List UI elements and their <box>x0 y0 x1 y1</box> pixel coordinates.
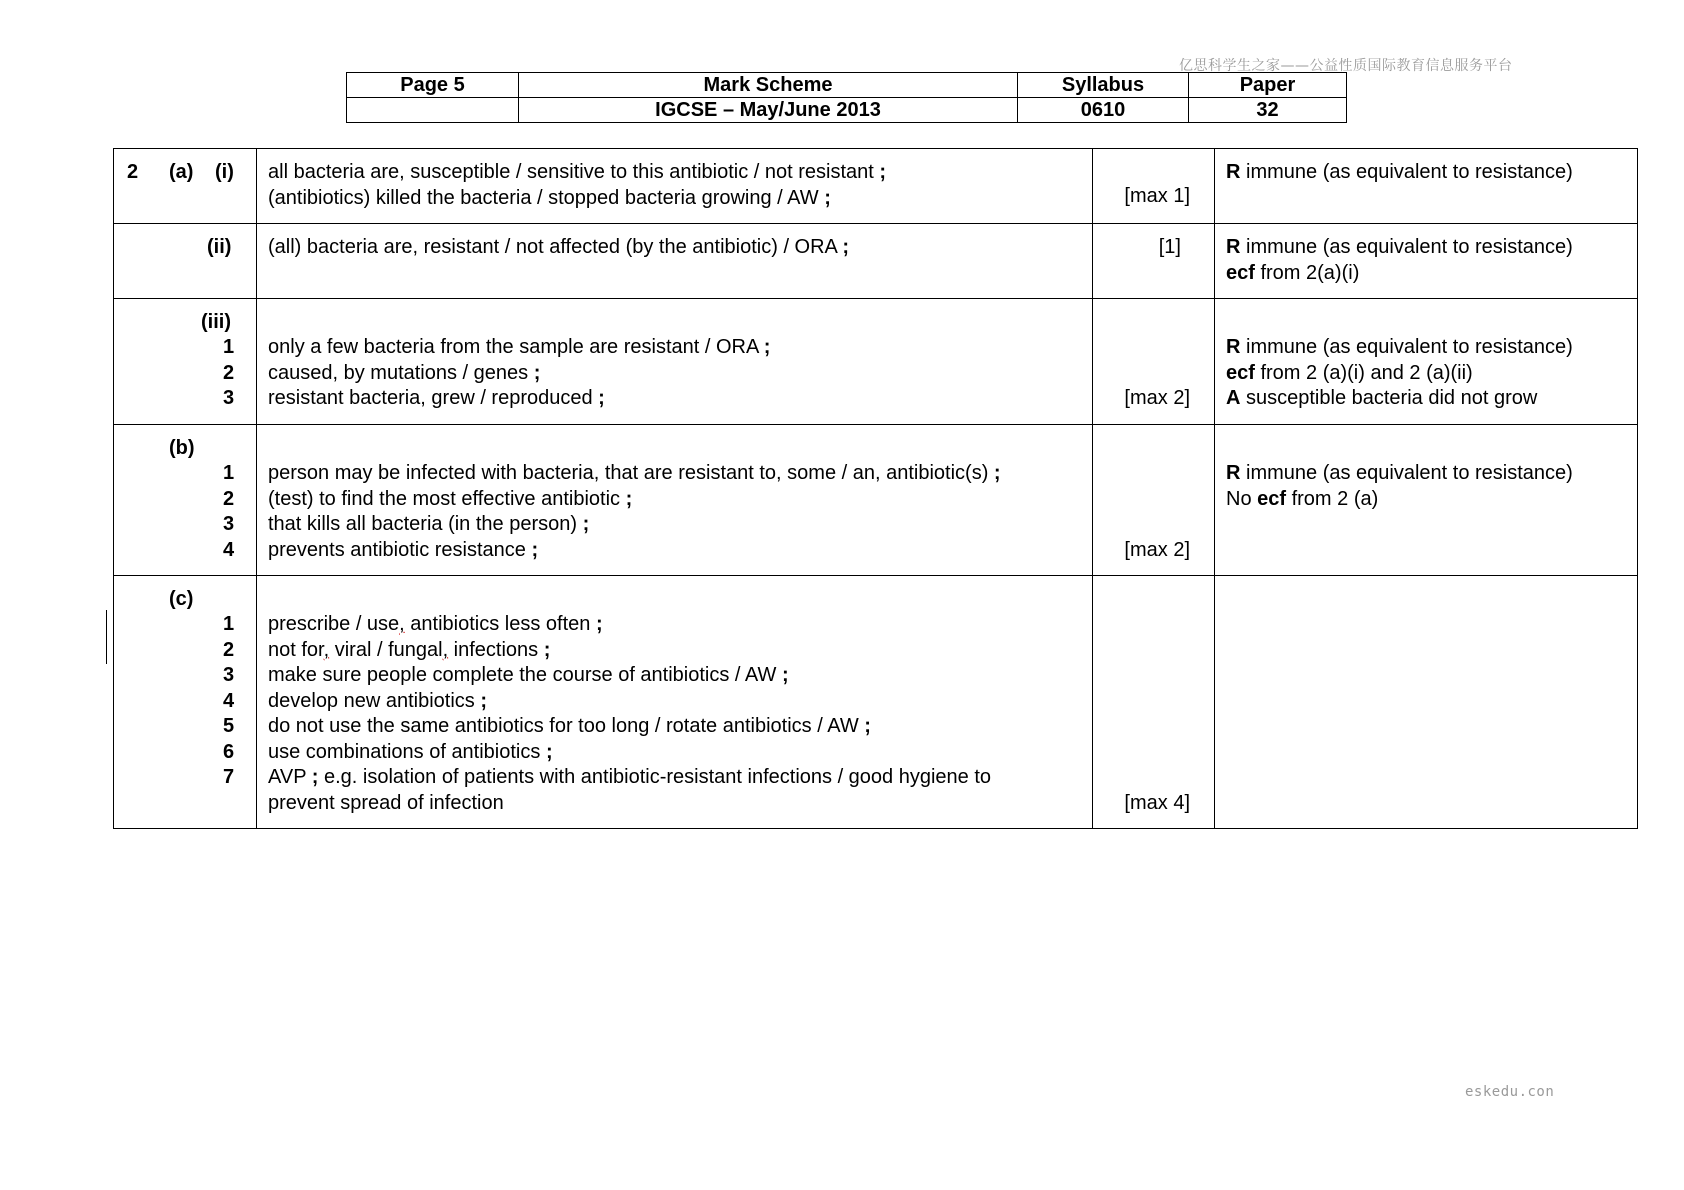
answer-line: caused, by mutations / genes ; <box>268 361 541 384</box>
point-number: 7 <box>223 766 235 788</box>
marks-cell <box>1093 299 1215 425</box>
mark-scheme-table <box>113 148 1638 829</box>
question-number-cell <box>114 576 257 829</box>
revision-margin-bar <box>106 610 107 664</box>
answer-line: make sure people complete the course of antibiotics / AW ; <box>268 664 789 686</box>
answer-line: prevents antibiotic resistance ; <box>268 538 539 561</box>
row-2a-i <box>114 149 1638 224</box>
point-number: 2 <box>223 639 235 661</box>
mark-scheme-label: Mark Scheme <box>519 73 1018 98</box>
row-2b <box>114 425 1638 576</box>
subpart-label: (ii) <box>207 236 232 258</box>
paper-number: 32 <box>1189 98 1347 123</box>
marks-value: [max 1] <box>1124 185 1190 207</box>
answer-cell <box>257 224 1093 299</box>
point-number: 4 <box>223 539 235 561</box>
question-number-cell <box>114 149 257 224</box>
answer-line: (all) bacteria are, resistant / not affected (by the antibiotic) / ORA ; <box>268 236 850 258</box>
guidance-cell <box>1215 224 1638 299</box>
answer-line: use combinations of antibiotics ; <box>268 740 553 763</box>
spellcheck-mark: , <box>442 638 449 661</box>
marks-value: [max 2] <box>1124 387 1190 409</box>
page-number: Page 5 <box>347 73 519 98</box>
watermark-top: 亿思科学生之家——公益性质国际教育信息服务平台 <box>1179 58 1513 74</box>
answer-cell <box>257 425 1093 576</box>
point-number: 2 <box>223 362 235 384</box>
question-number-cell <box>114 299 257 425</box>
row-2a-iii <box>114 299 1638 425</box>
watermark-bottom: eskedu.con <box>1465 1084 1555 1100</box>
marks-cell <box>1093 576 1215 829</box>
point-number: 1 <box>223 613 235 635</box>
guidance-line: No ecf from 2 (a) <box>1226 487 1379 510</box>
point-number: 5 <box>223 715 235 737</box>
subpart-label: (iii) <box>201 311 231 333</box>
syllabus-code: 0610 <box>1018 98 1189 123</box>
answer-line: only a few bacteria from the sample are resistant / ORA ; <box>268 336 771 358</box>
guidance-line: R immune (as equivalent to resistance) <box>1226 336 1573 358</box>
point-number: 4 <box>223 690 235 712</box>
answer-line: resistant bacteria, grew / reproduced ; <box>268 387 605 409</box>
syllabus-label: Syllabus <box>1018 73 1189 98</box>
point-number: 6 <box>223 741 235 763</box>
answer-line: prevent spread of infection <box>268 791 504 814</box>
exam-session: IGCSE – May/June 2013 <box>519 98 1018 123</box>
point-number: 1 <box>223 336 235 358</box>
guidance-cell <box>1215 425 1638 576</box>
question-number: 2 <box>127 161 139 183</box>
answer-line: AVP ; e.g. isolation of patients with antibiotic-resistant infections / good hygiene to <box>268 766 992 788</box>
part-label: (c) <box>169 588 194 610</box>
guidance-line: R immune (as equivalent to resistance) <box>1226 462 1573 484</box>
subpart-label: (i) <box>215 161 234 183</box>
guidance-cell <box>1215 299 1638 425</box>
point-number: 1 <box>223 462 235 484</box>
header-empty-cell <box>347 98 519 123</box>
header-table <box>346 72 1347 123</box>
answer-line: that kills all bacteria (in the person) ; <box>268 513 590 535</box>
guidance-line: R immune (as equivalent to resistance) <box>1226 161 1573 183</box>
guidance-line: ecf from 2 (a)(i) and 2 (a)(ii) <box>1226 361 1473 384</box>
point-number: 3 <box>223 387 235 409</box>
spellcheck-mark: , <box>323 638 330 661</box>
guidance-cell <box>1215 149 1638 224</box>
marks-value: [max 2] <box>1124 539 1190 561</box>
row-2c <box>114 576 1638 829</box>
marks-cell <box>1093 224 1215 299</box>
answer-line: do not use the same antibiotics for too long / rotate antibiotics / AW ; <box>268 715 871 737</box>
answer-line: person may be infected with bacteria, that are resistant to, some / an, antibiotic(s) ; <box>268 462 1001 484</box>
question-number-cell <box>114 224 257 299</box>
answer-line: prescribe / use, antibiotics less often ; <box>268 613 603 635</box>
point-number: 3 <box>223 513 235 535</box>
part-label: (b) <box>169 437 195 459</box>
answer-line: (test) to find the most effective antibiotic ; <box>268 487 633 510</box>
point-number: 2 <box>223 488 235 510</box>
row-2a-ii <box>114 224 1638 299</box>
guidance-cell <box>1215 576 1638 829</box>
part-label: (a) <box>169 161 194 183</box>
answer-line: (antibiotics) killed the bacteria / stopped bacteria growing / AW ; <box>268 186 831 209</box>
marks-value: [1] <box>1158 236 1181 258</box>
answer-cell <box>257 149 1093 224</box>
answer-line: all bacteria are, susceptible / sensitive to this antibiotic / not resistant ; <box>268 161 887 183</box>
guidance-line: ecf from 2(a)(i) <box>1226 261 1360 284</box>
marks-cell <box>1093 425 1215 576</box>
answer-line: not for, viral / fungal, infections ; <box>268 638 551 661</box>
marks-value: [max 4] <box>1124 792 1190 814</box>
paper-label: Paper <box>1189 73 1347 98</box>
guidance-line: R immune (as equivalent to resistance) <box>1226 236 1573 258</box>
guidance-line: A susceptible bacteria did not grow <box>1226 387 1538 409</box>
point-number: 3 <box>223 664 235 686</box>
answer-cell <box>257 576 1093 829</box>
answer-line: develop new antibiotics ; <box>268 689 488 712</box>
marks-cell <box>1093 149 1215 224</box>
question-number-cell <box>114 425 257 576</box>
spellcheck-mark: , <box>399 613 405 635</box>
answer-cell <box>257 299 1093 425</box>
